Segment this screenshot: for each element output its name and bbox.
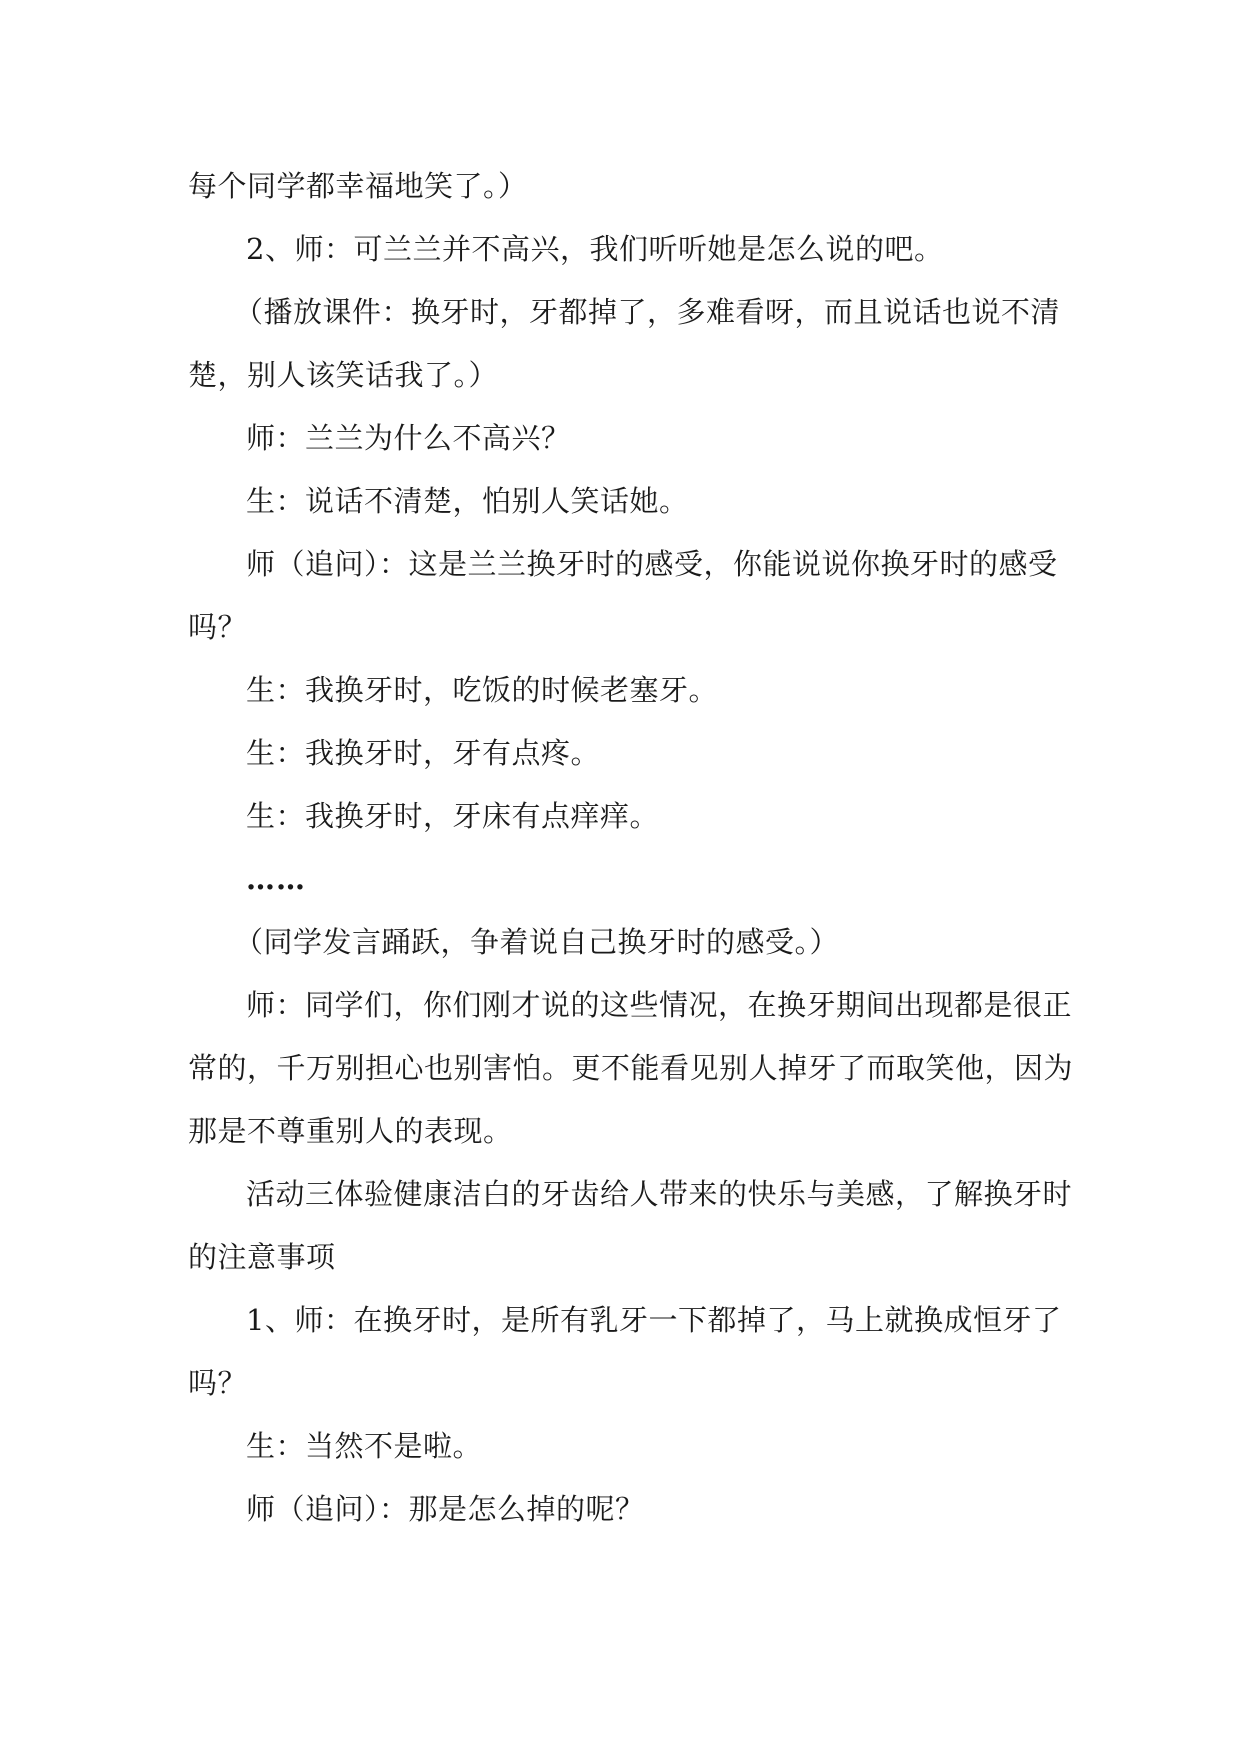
ellipsis-line: …… (246, 862, 306, 896)
text-line: 的注意事项 (188, 1240, 336, 1274)
text-line: 师：兰兰为什么不高兴？ (246, 421, 571, 455)
text-line: 每个同学都幸福地笑了。） (188, 169, 528, 203)
paragraph (188, 1478, 1068, 1541)
text-line: 师：同学们，你们刚才说的这些情况，在换牙期间出现都是很正 (246, 988, 1073, 1022)
paragraph (188, 974, 1074, 1163)
paragraph (188, 407, 1068, 470)
paragraph (188, 155, 1068, 218)
text-line: 那是不尊重别人的表现。 (188, 1114, 513, 1148)
paragraph (188, 1289, 1068, 1415)
paragraph (188, 722, 1068, 785)
text-line: 吗？ (188, 1366, 248, 1400)
text-line: 生：我换牙时，牙床有点痒痒。 (246, 799, 660, 833)
text-line: （播放课件：换牙时，牙都掉了，多难看呀，而且说话也说不清 (234, 295, 1061, 329)
paragraph (188, 533, 1068, 659)
text-line: 师（追问）：这是兰兰换牙时的感受，你能说说你换牙时的感受 (246, 547, 1058, 581)
text-line: 生：我换牙时，牙有点疼。 (246, 736, 601, 770)
paragraph (188, 1415, 1068, 1478)
text-line: 楚，别人该笑话我了。） (188, 358, 499, 392)
document-body (188, 155, 1074, 1541)
text-line: 1、师：在换牙时，是所有乳牙一下都掉了，马上就换成恒牙了 (246, 1303, 1062, 1337)
text-line: 吗？ (188, 610, 248, 644)
paragraph (188, 218, 1068, 281)
text-line: （同学发言踊跃，争着说自己换牙时的感受。） (234, 925, 840, 959)
paragraph (188, 470, 1068, 533)
text-line: 生：说话不清楚，怕别人笑话她。 (246, 484, 689, 518)
text-line: 常的，千万别担心也别害怕。更不能看见别人掉牙了而取笑他，因为 (188, 1051, 1074, 1085)
text-line: 活动三体验健康洁白的牙齿给人带来的快乐与美感，了解换牙时 (246, 1177, 1073, 1211)
paragraph (188, 911, 1068, 974)
paragraph (188, 848, 1068, 911)
paragraph (188, 785, 1068, 848)
text-line: 生：我换牙时，吃饭的时候老塞牙。 (246, 673, 719, 707)
paragraph (188, 281, 1068, 407)
text-line: 生：当然不是啦。 (246, 1429, 483, 1463)
text-line: 师（追问）：那是怎么掉的呢？ (246, 1492, 645, 1526)
paragraph (188, 1163, 1073, 1289)
paragraph (188, 659, 1068, 722)
text-line: 2、师：可兰兰并不高兴，我们听听她是怎么说的吧。 (246, 232, 944, 266)
